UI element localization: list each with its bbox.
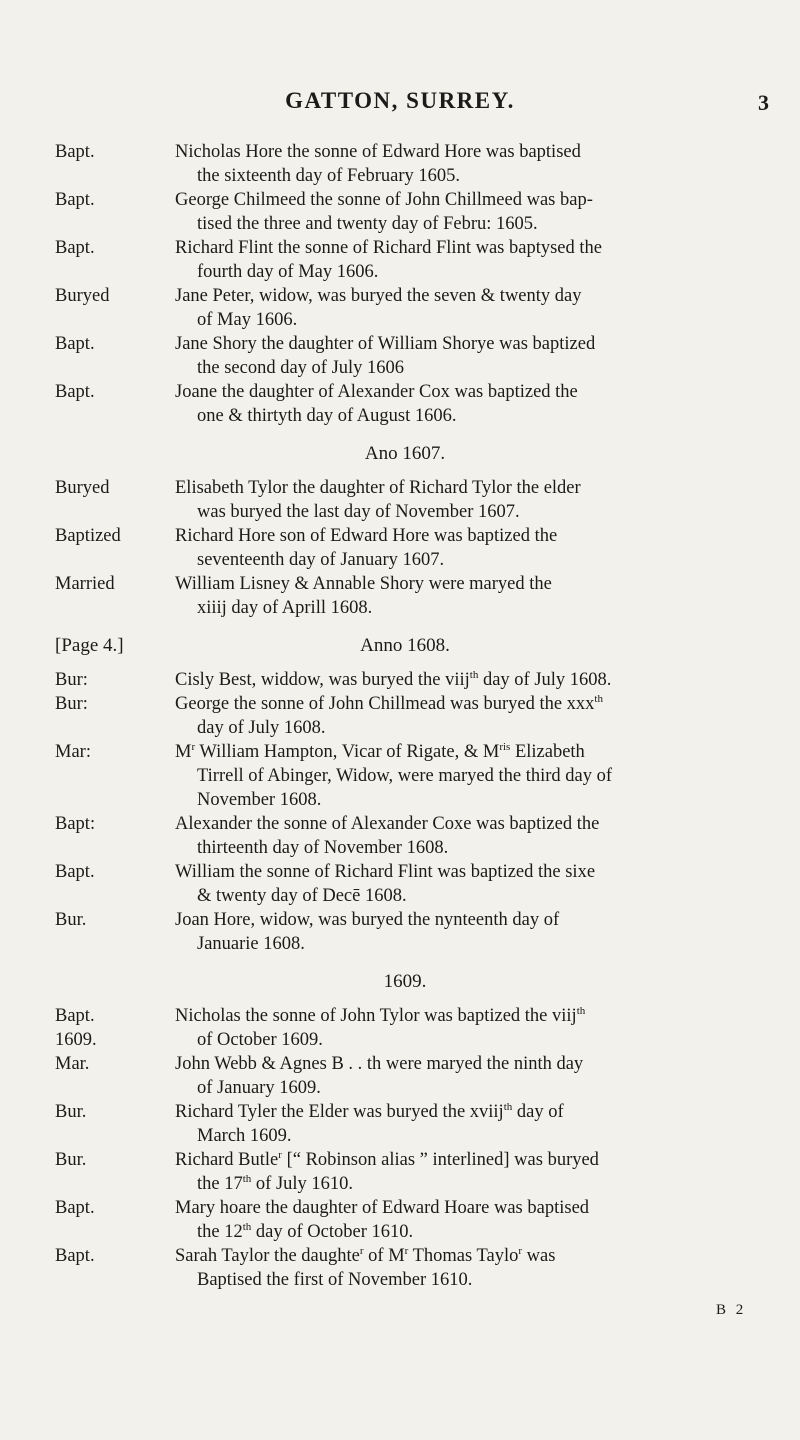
superscript: ris: [499, 740, 511, 753]
entry-text-cont: seventeenth day of January 1607.: [197, 550, 445, 570]
entry-label: Bur.: [55, 1102, 87, 1122]
entry-text-cont: Baptised the first of November 1610.: [197, 1270, 473, 1290]
entry-label-part: 1609.: [55, 1030, 97, 1050]
superscript: r: [359, 1244, 364, 1257]
entry-label: Bapt.: [55, 1198, 95, 1218]
entry-text-part: of July 1610.: [251, 1174, 354, 1194]
register-entry: [55, 380, 755, 428]
entry-text-part: Richard Butle: [175, 1150, 279, 1170]
register-entry: [55, 1004, 755, 1052]
entry-label: Bapt.: [55, 334, 95, 354]
register-entry: [55, 812, 755, 860]
register-entry: [55, 236, 755, 284]
entry-text: George Chilmeed the sonne of John Chillmeed was bap-: [175, 190, 593, 210]
entry-text-cont: March 1609.: [197, 1126, 292, 1146]
superscript: r: [191, 740, 196, 753]
entry-text: Joan Hore, widow, was buryed the nynteenth day of: [175, 910, 560, 930]
entry-text-part: [“ Robinson alias ” interlined] was buryed: [281, 1150, 599, 1170]
entry-text: Richard Hore son of Edward Hore was baptized the: [175, 526, 558, 546]
page-reference: [Page 4.]: [55, 635, 124, 656]
entry-text-part: Thomas Taylo: [408, 1246, 519, 1266]
entry-label: Baptized: [55, 526, 121, 546]
entry-text: Joane the daughter of Alexander Cox was baptized the: [175, 382, 578, 402]
superscript: th: [469, 668, 479, 681]
entry-label: Bapt.: [55, 862, 95, 882]
entry-text-cont: fourth day of May 1606.: [197, 262, 379, 282]
year-heading: 1609.: [383, 971, 427, 992]
entry-text: [175, 740, 755, 764]
entry-text-cont: [175, 1220, 755, 1244]
entry-label: Bur.: [55, 910, 87, 930]
entry-text: [175, 1244, 755, 1268]
register-entry: [55, 1244, 755, 1292]
register-entry: [55, 476, 755, 524]
entry-text-cont: Januarie 1608.: [197, 934, 305, 954]
register-entry: [55, 524, 755, 572]
entry-text-cont: was buryed the last day of November 1607.: [197, 502, 520, 522]
entry-text: William the sonne of Richard Flint was baptized the sixe: [175, 862, 596, 882]
entry-text: [175, 668, 755, 692]
entry-text-part: Sarah Taylor the daughte: [175, 1246, 360, 1266]
entry-text-cont: thirteenth day of November 1608.: [197, 838, 449, 858]
entry-text-cont: of May 1606.: [197, 310, 298, 330]
entry-text: Richard Flint the sonne of Richard Flint was baptysed the: [175, 238, 602, 258]
entry-text: Jane Peter, widow, was buryed the seven & twenty day: [175, 286, 582, 306]
superscript: th: [242, 1220, 252, 1233]
entry-text-part: Cisly Best, widdow, was buryed the viij: [175, 670, 470, 690]
entry-label: Mar:: [55, 742, 91, 762]
register-entry: [55, 188, 755, 236]
superscript: r: [404, 1244, 409, 1257]
entry-text-cont: of January 1609.: [197, 1078, 321, 1098]
entry-label: Bapt.: [55, 142, 95, 162]
superscript: r: [518, 1244, 523, 1257]
entry-label: Buryed: [55, 478, 110, 498]
register-entry: [55, 140, 755, 188]
entry-text-cont: xiiij day of Aprill 1608.: [197, 598, 373, 618]
register-entry: [55, 1100, 755, 1148]
entry-text-cont: tised the three and twenty day of Febru: 1605.: [197, 214, 538, 234]
entry-label: Bapt.: [55, 190, 95, 210]
register-entry: [55, 1148, 755, 1196]
entry-text-cont: one & thirtyth day of August 1606.: [197, 406, 457, 426]
entry-text-part: the 17: [197, 1174, 243, 1194]
year-heading-title: Anno 1608.: [360, 635, 450, 656]
entry-text-part: day of October 1610.: [251, 1222, 414, 1242]
superscript: r: [278, 1148, 282, 1161]
entry-text-part: M: [175, 742, 192, 762]
entry-text-part: of M: [363, 1246, 405, 1266]
signature-mark: B 2: [716, 1302, 747, 1318]
entry-label-part: Bapt.: [55, 1006, 95, 1026]
register-entry: [55, 860, 755, 908]
register-entries: [55, 140, 755, 1292]
register-entry: [55, 908, 755, 956]
entry-label: Bapt.: [55, 1246, 95, 1266]
entry-text-part: was: [522, 1246, 556, 1266]
register-entry: [55, 668, 755, 692]
entry-text-part: Nicholas the sonne of John Tylor was baptized the viij: [175, 1006, 577, 1026]
entry-label: Bur:: [55, 694, 88, 714]
entry-text-cont: of October 1609.: [197, 1030, 323, 1050]
entry-text-cont: & twenty day of Decē 1608.: [197, 886, 407, 906]
entry-text-part: George the sonne of John Chillmead was buryed the xxx: [175, 694, 595, 714]
entry-text: Elisabeth Tylor the daughter of Richard Tylor the elder: [175, 478, 581, 498]
superscript: th: [594, 692, 603, 705]
entry-text-part: day of: [512, 1102, 564, 1122]
entry-label: Bapt:: [55, 814, 96, 834]
entry-label: Bur:: [55, 670, 88, 690]
entry-text-cont: day of July 1608.: [197, 718, 326, 738]
entry-text-cont: [175, 1172, 755, 1196]
entry-text-part: the 12: [197, 1222, 243, 1242]
entry-text: Mary hoare the daughter of Edward Hoare was baptised: [175, 1198, 590, 1218]
superscript: th: [242, 1172, 252, 1185]
register-entry: [55, 284, 755, 332]
entry-text: William Lisney & Annable Shory were maryed the: [175, 574, 552, 594]
entry-text-cont: Tirrell of Abinger, Widow, were maryed the third day of: [197, 766, 613, 786]
year-heading: Ano 1607.: [364, 443, 446, 464]
entry-text: [175, 1004, 755, 1028]
entry-text: Nicholas Hore the sonne of Edward Hore was baptised: [175, 142, 581, 162]
register-entry: [55, 692, 755, 740]
superscript: th: [576, 1004, 586, 1017]
running-head: GATTON, SURREY.: [285, 88, 515, 113]
entry-label: Bapt.: [55, 382, 95, 402]
entry-text-part: William Hampton, Vicar of Rigate, & M: [195, 742, 500, 762]
year-heading: [55, 634, 755, 658]
entry-text: [175, 1100, 755, 1124]
entry-label: Mar.: [55, 1054, 90, 1074]
entry-label: Buryed: [55, 286, 110, 306]
register-entry: [55, 572, 755, 620]
entry-text-cont: the sixteenth day of February 1605.: [197, 166, 461, 186]
entry-text: John Webb & Agnes B . . th were maryed the ninth day: [175, 1054, 584, 1074]
entry-label: Bur.: [55, 1150, 87, 1170]
entry-text: [175, 1148, 755, 1172]
entry-text-cont: November 1608.: [197, 790, 322, 810]
entry-label: Bapt.: [55, 238, 95, 258]
entry-text-part: day of July 1608.: [478, 670, 612, 690]
entry-text-cont: the second day of July 1606: [197, 358, 405, 378]
entry-text-part: Richard Tyler the Elder was buryed the xviij: [175, 1102, 504, 1122]
entry-text: Alexander the sonne of Alexander Coxe was baptized the: [175, 814, 600, 834]
entry-text-part: Elizabeth: [510, 742, 585, 762]
register-entry: [55, 740, 755, 812]
page-number: 3: [758, 90, 769, 115]
superscript: th: [503, 1100, 513, 1113]
entry-label: [55, 1004, 173, 1052]
entry-text: Jane Shory the daughter of William Shorye was baptized: [175, 334, 596, 354]
entry-label: Married: [55, 574, 115, 594]
entry-text: [175, 692, 755, 716]
register-entry: [55, 332, 755, 380]
register-entry: [55, 1052, 755, 1100]
register-entry: [55, 1196, 755, 1244]
